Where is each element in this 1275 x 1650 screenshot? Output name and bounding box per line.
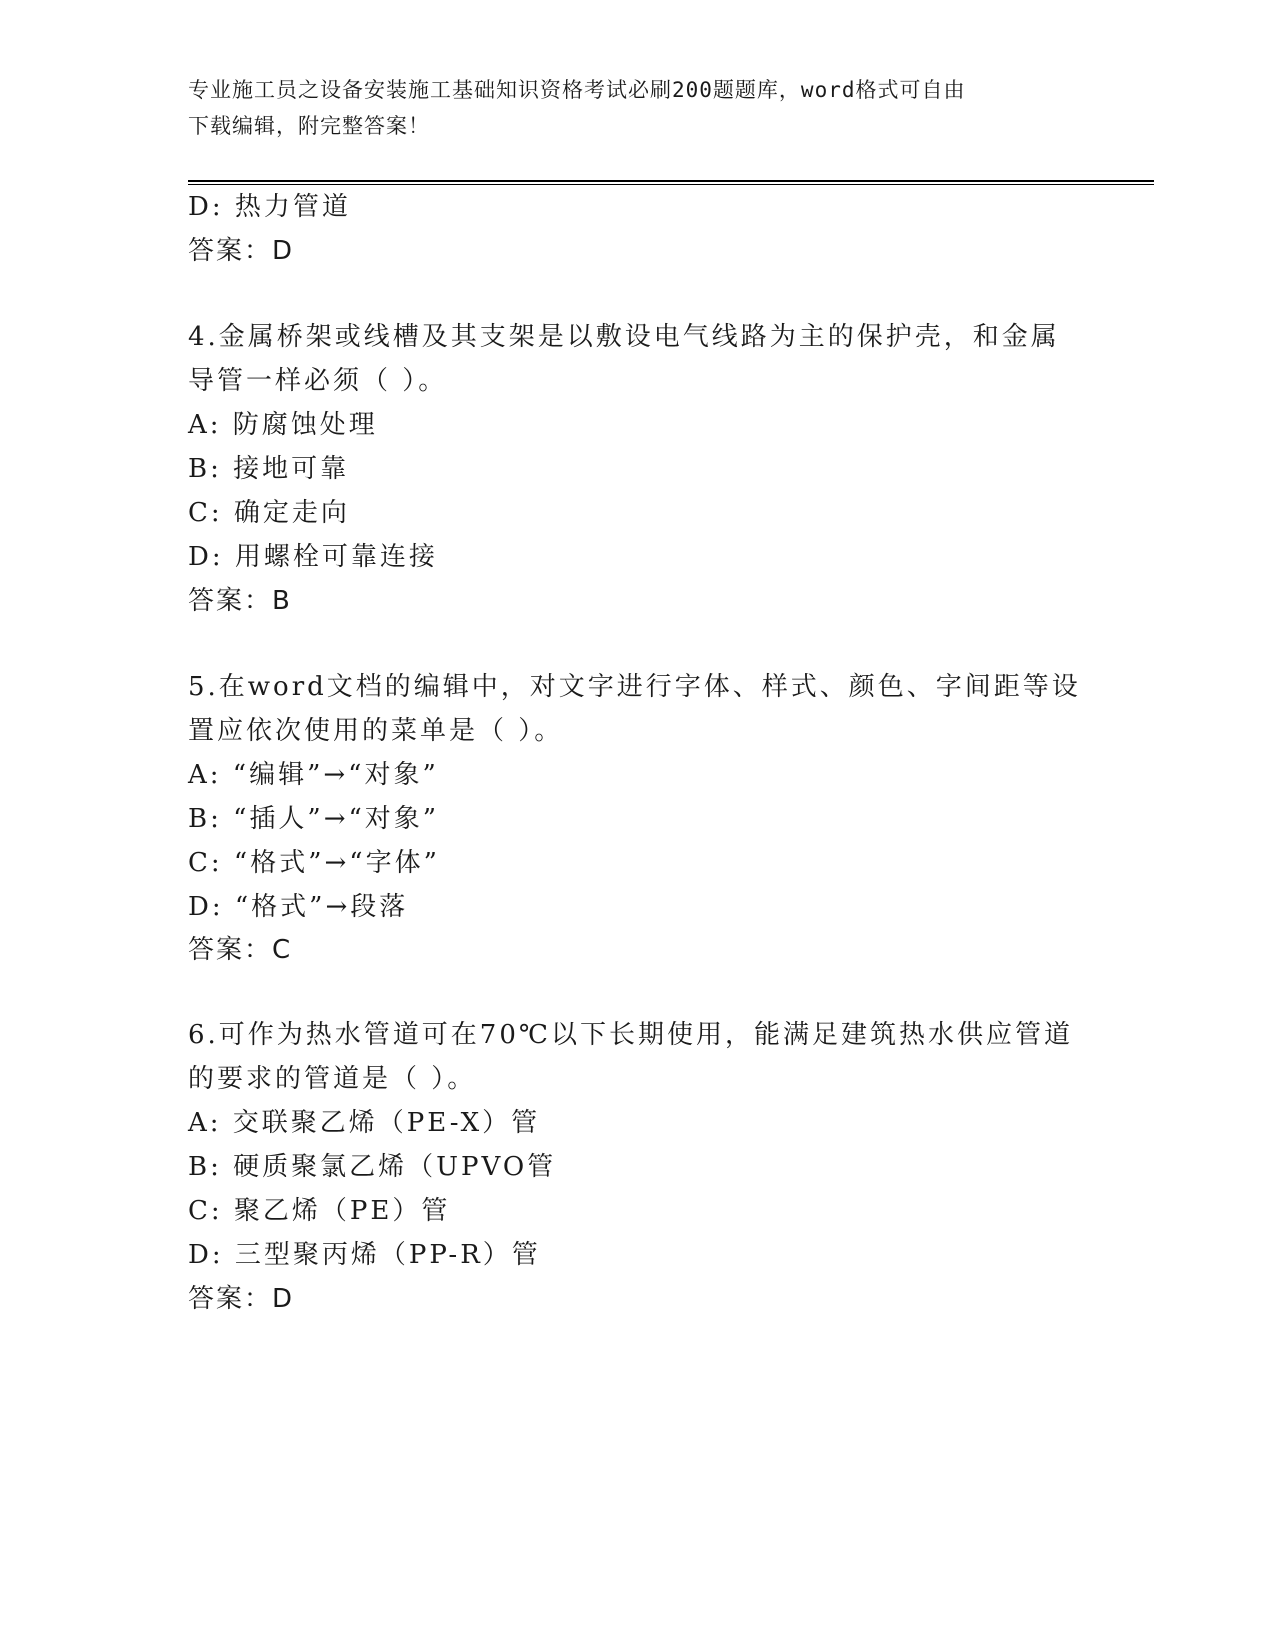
option-a: A: 交联聚乙烯（PE-X）管 [188, 1108, 541, 1138]
option-c: C: 确定走向 [188, 498, 350, 528]
option-d: D: 三型聚丙烯（PP-R）管 [188, 1240, 541, 1270]
prev-question-option-d: D: 热力管道 [188, 192, 351, 222]
option-b: B: “插人”→“对象” [188, 804, 440, 834]
option-b: B: 接地可靠 [188, 454, 350, 484]
answer: 答案：C [188, 935, 293, 965]
answer: 答案：D [188, 1284, 295, 1314]
question-stem-line-2: 导管一样必须（ ）。 [188, 366, 448, 396]
question-stem-line-2: 的要求的管道是（ ）。 [188, 1064, 477, 1094]
option-d: D: “格式”→段落 [188, 892, 409, 922]
question-stem-line-1: 5.在word文档的编辑中，对文字进行字体、样式、颜色、字间距等设 [188, 672, 1081, 702]
option-b: B: 硬质聚氯乙烯（UPVO管 [188, 1152, 557, 1182]
option-d: D: 用螺栓可靠连接 [188, 542, 438, 572]
option-c: C: 聚乙烯（PE）管 [188, 1196, 451, 1226]
option-a: A: 防腐蚀处理 [188, 410, 378, 440]
question-stem-line-1: 6.可作为热水管道可在70℃以下长期使用，能满足建筑热水供应管道 [188, 1020, 1073, 1050]
header-rule-thin [188, 184, 1154, 185]
header-title-line-2: 下载编辑，附完整答案！ [188, 114, 430, 138]
question-stem-line-2: 置应依次使用的菜单是（ ）。 [188, 716, 564, 746]
document-header [188, 72, 1068, 144]
header-rule-thick [188, 180, 1154, 182]
option-a: A: “编辑”→“对象” [188, 760, 439, 790]
prev-question-answer: 答案：D [188, 236, 295, 266]
header-title-line-1: 专业施工员之设备安装施工基础知识资格考试必刷200题题库，word格式可自由 [188, 78, 966, 102]
answer: 答案：B [188, 586, 292, 616]
option-c: C: “格式”→“字体” [188, 848, 440, 878]
question-stem-line-1: 4.金属桥架或线槽及其支架是以敷设电气线路为主的保护壳，和金属 [188, 322, 1060, 352]
